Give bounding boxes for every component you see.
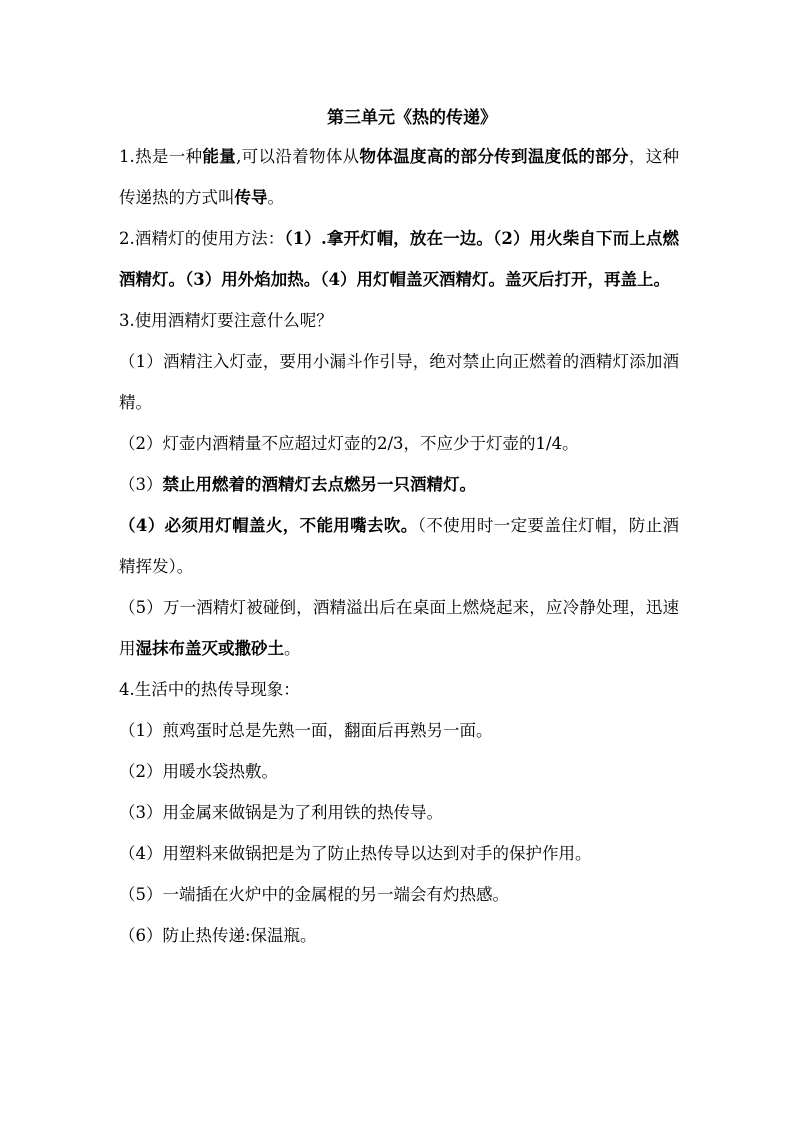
paragraph-2 <box>119 218 679 300</box>
p3-5-text-a: （5）万一酒精灯被碰倒，酒精溢出后在桌面上燃烧起来，应冷静处理，迅速用 <box>119 598 679 658</box>
p2-text-a: 2.酒精灯的使用方法： <box>119 229 285 248</box>
list-item: （2）用暖水袋热敷。 <box>119 762 278 781</box>
p1-bold-energy: 能量 <box>202 147 237 166</box>
p1-bold-conduction: 传导 <box>234 188 268 207</box>
list-item: （5）一端插在火炉中的金属棍的另一端会有灼热感。 <box>119 885 509 904</box>
paragraph-4-list <box>119 710 679 956</box>
p1-text-a: 1.热是一种 <box>119 147 203 166</box>
paragraph-3-item-3 <box>119 464 679 505</box>
list-item: （4）用塑料来做锅把是为了防止热传导以达到对手的保护作用。 <box>119 844 592 863</box>
page-title: 第三单元《热的传递》 <box>327 108 497 128</box>
paragraph-3-item-1: （1）酒精注入灯壶，要用小漏斗作引导，绝对禁止向正燃着的酒精灯添加酒精。 <box>119 352 679 412</box>
p3-3-prefix: （3） <box>119 475 163 494</box>
p1-bold-direction: 物体温度高的部分传到温度低的部分 <box>359 147 629 166</box>
p3-4-text: （不使用时一定要盖住灯帽，防止酒精挥发）。 <box>119 516 679 576</box>
p3-5-text-c: 。 <box>284 639 301 658</box>
list-item: （3）用金属来做锅是为了利用铁的热传导。 <box>119 803 443 822</box>
p3-3-bold: 禁止用燃着的酒精灯去点燃另一只酒精灯。 <box>162 475 476 494</box>
p3-4-bold: （4）必须用灯帽盖火，不能用嘴去吹。 <box>119 516 418 535</box>
list-item: （1）煎鸡蛋时总是先熟一面，翻面后再熟另一面。 <box>119 721 493 740</box>
paragraph-3-heading: 3.使用酒精灯要注意什么呢？ <box>119 311 333 330</box>
paragraph-3-item-4 <box>119 505 679 587</box>
p1-text-e: ，这种传递热的方式叫 <box>119 147 680 207</box>
p1-text-g: 。 <box>267 188 284 207</box>
p2-bold-steps: （1）.拿开灯帽，放在一边。（2）用火柴自下而上点燃酒精灯。（3）用外焰加热。（4）用灯帽盖灭酒精灯。盖灭后打开，再盖上。 <box>119 229 679 289</box>
paragraph-3-item-5 <box>119 587 679 669</box>
paragraph-1 <box>119 136 679 218</box>
paragraph-3-item-2: （2）灯壶内酒精量不应超过灯壶的2/3，不应少于灯壶的1/4。 <box>119 434 579 453</box>
document-page <box>119 100 679 956</box>
p3-5-bold: 湿抹布盖灭或撒砂土 <box>135 639 284 658</box>
paragraph-4-heading: 4.生活中的热传导现象： <box>119 680 300 699</box>
list-item: （6）防止热传递:保温瓶。 <box>119 926 317 945</box>
p1-text-c: ,可以沿着物体从 <box>236 147 360 166</box>
